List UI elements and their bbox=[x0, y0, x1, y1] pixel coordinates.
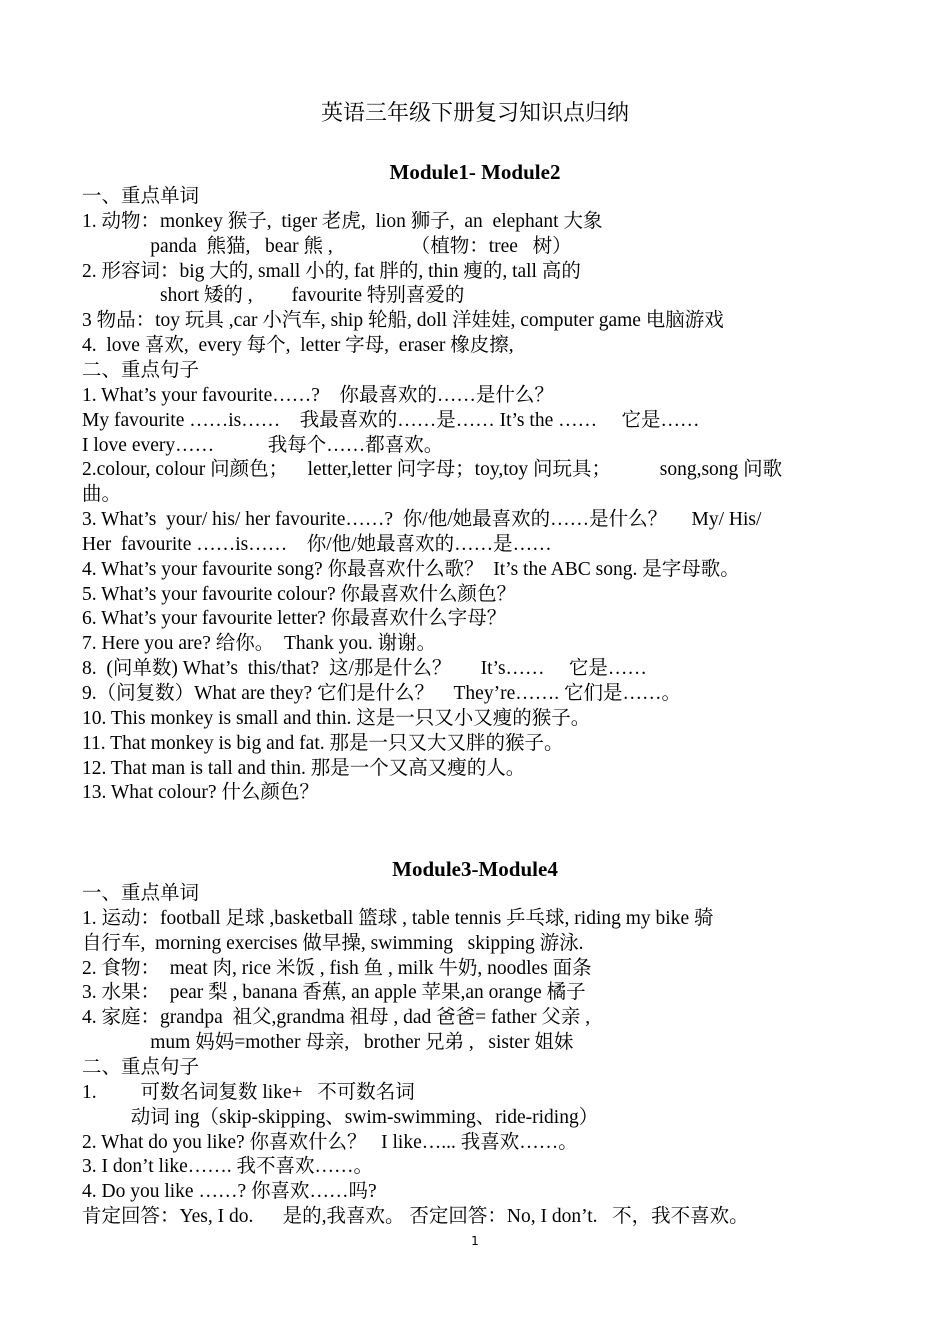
text-line: 11. That monkey is big and fat. 那是一只又大又胖的猴子。 bbox=[82, 732, 564, 754]
text-line: 4. love 喜欢, every 每个, letter 字母, eraser 橡皮擦, bbox=[82, 335, 514, 357]
text-line: 5. What’s your favourite colour? 你最喜欢什么颜色？ bbox=[82, 583, 516, 605]
text-line: 2.colour, colour 问颜色； letter,letter 问字母；toy,toy 问玩具； song,song 问歌 bbox=[82, 459, 783, 481]
module-3-4-heading: Module3-Module4 bbox=[392, 857, 558, 881]
text-line: 肯定回答：Yes, I do. 是的,我喜欢。 否定回答：No, I don’t. 不，我不喜欢。 bbox=[82, 1206, 749, 1228]
text-line: 1. 运动：football 足球 ,basketball 篮球 , table tennis 乒乓球, riding my bike 骑 bbox=[82, 907, 714, 929]
module-1-2-heading: Module1- Module2 bbox=[389, 160, 561, 184]
text-line: 4. What’s your favourite song? 你最喜欢什么歌？ It’s the ABC song. 是字母歌。 bbox=[82, 558, 740, 580]
text-line: 4. 家庭：grandpa 祖父,grandma 祖母 , dad 爸爸= father 父亲 , bbox=[82, 1007, 591, 1029]
text-line: 1. 可数名词复数 like+ 不可数名词 bbox=[82, 1081, 415, 1103]
text-line: 7. Here you are? 给你。 Thank you. 谢谢。 bbox=[82, 633, 437, 655]
text-line: 3. I don’t like……. 我不喜欢……。 bbox=[82, 1156, 374, 1178]
text-line: 1. What’s your favourite……? 你最喜欢的……是什么？ bbox=[82, 384, 554, 406]
text-line: 3 物品：toy 玩具 ,car 小汽车, ship 轮船, doll 洋娃娃, computer game 电脑游戏 bbox=[82, 310, 724, 332]
text-line: 2. What do you like? 你喜欢什么？ I like…... 我喜欢……。 bbox=[82, 1131, 578, 1153]
text-line: 3. 水果： pear 梨 , banana 香蕉, an apple 苹果,an orange 橘子 bbox=[82, 982, 586, 1004]
text-line: 2. 食物： meat 肉, rice 米饭 , fish 鱼 , milk 牛奶, noodles 面条 bbox=[82, 957, 592, 979]
text-line: 12. That man is tall and thin. 那是一个又高又瘦的人。 bbox=[82, 757, 526, 779]
text-line: mum 妈妈=mother 母亲, brother 兄弟 , sister 姐妹 bbox=[82, 1032, 574, 1054]
text-line: 3. What’s your/ his/ her favourite……? 你/他/她最喜欢的……是什么？ My/ His/ bbox=[82, 509, 762, 531]
text-line: 动词 ing（skip-skipping、swim-swimming、ride-riding） bbox=[82, 1106, 599, 1128]
text-line: 二、重点句子 bbox=[82, 359, 200, 381]
document-title: 英语三年级下册复习知识点归纳 bbox=[320, 101, 629, 126]
text-line: 一、重点单词 bbox=[82, 883, 200, 904]
text-line: I love every…… 我每个……都喜欢。 bbox=[82, 434, 444, 456]
text-line: 1. 动物：monkey 猴子, tiger 老虎, lion 狮子, an elephant 大象 bbox=[82, 210, 603, 232]
text-line: 13. What colour? 什么颜色？ bbox=[82, 782, 319, 804]
text-line: 8. (问单数) What’s this/that? 这/那是什么？ It’s…… 它是…… bbox=[82, 658, 647, 680]
text-line: 二、重点句子 bbox=[82, 1056, 200, 1078]
text-line: 6. What’s your favourite letter? 你最喜欢什么字母？ bbox=[82, 608, 507, 630]
text-line: 10. This monkey is small and thin. 这是一只又小又瘦的猴子。 bbox=[82, 707, 591, 729]
text-line: short 矮的 , favourite 特别喜爱的 bbox=[82, 285, 465, 307]
text-line: 2. 形容词：big 大的, small 小的, fat 胖的, thin 瘦的, tall 高的 bbox=[82, 260, 581, 282]
text-line: Her favourite ……is…… 你/他/她最喜欢的……是…… bbox=[82, 533, 552, 555]
page-number: 1 bbox=[471, 1234, 479, 1248]
text-line: panda 熊猫, bear 熊 , （植物：tree 树） bbox=[82, 235, 572, 257]
text-line: 9.（问复数）What are they? 它们是什么？ They’re……. 它们是……。 bbox=[82, 683, 681, 704]
text-line: 自行车, morning exercises 做早操, swimming skipping 游泳. bbox=[82, 932, 584, 954]
text-line: 一、重点单词 bbox=[82, 186, 200, 207]
text-line: My favourite ……is…… 我最喜欢的……是…… It’s the …… 它是…… bbox=[82, 409, 700, 431]
text-line: 曲。 bbox=[82, 484, 122, 506]
text-line: 4. Do you like ……? 你喜欢……吗? bbox=[82, 1181, 377, 1203]
